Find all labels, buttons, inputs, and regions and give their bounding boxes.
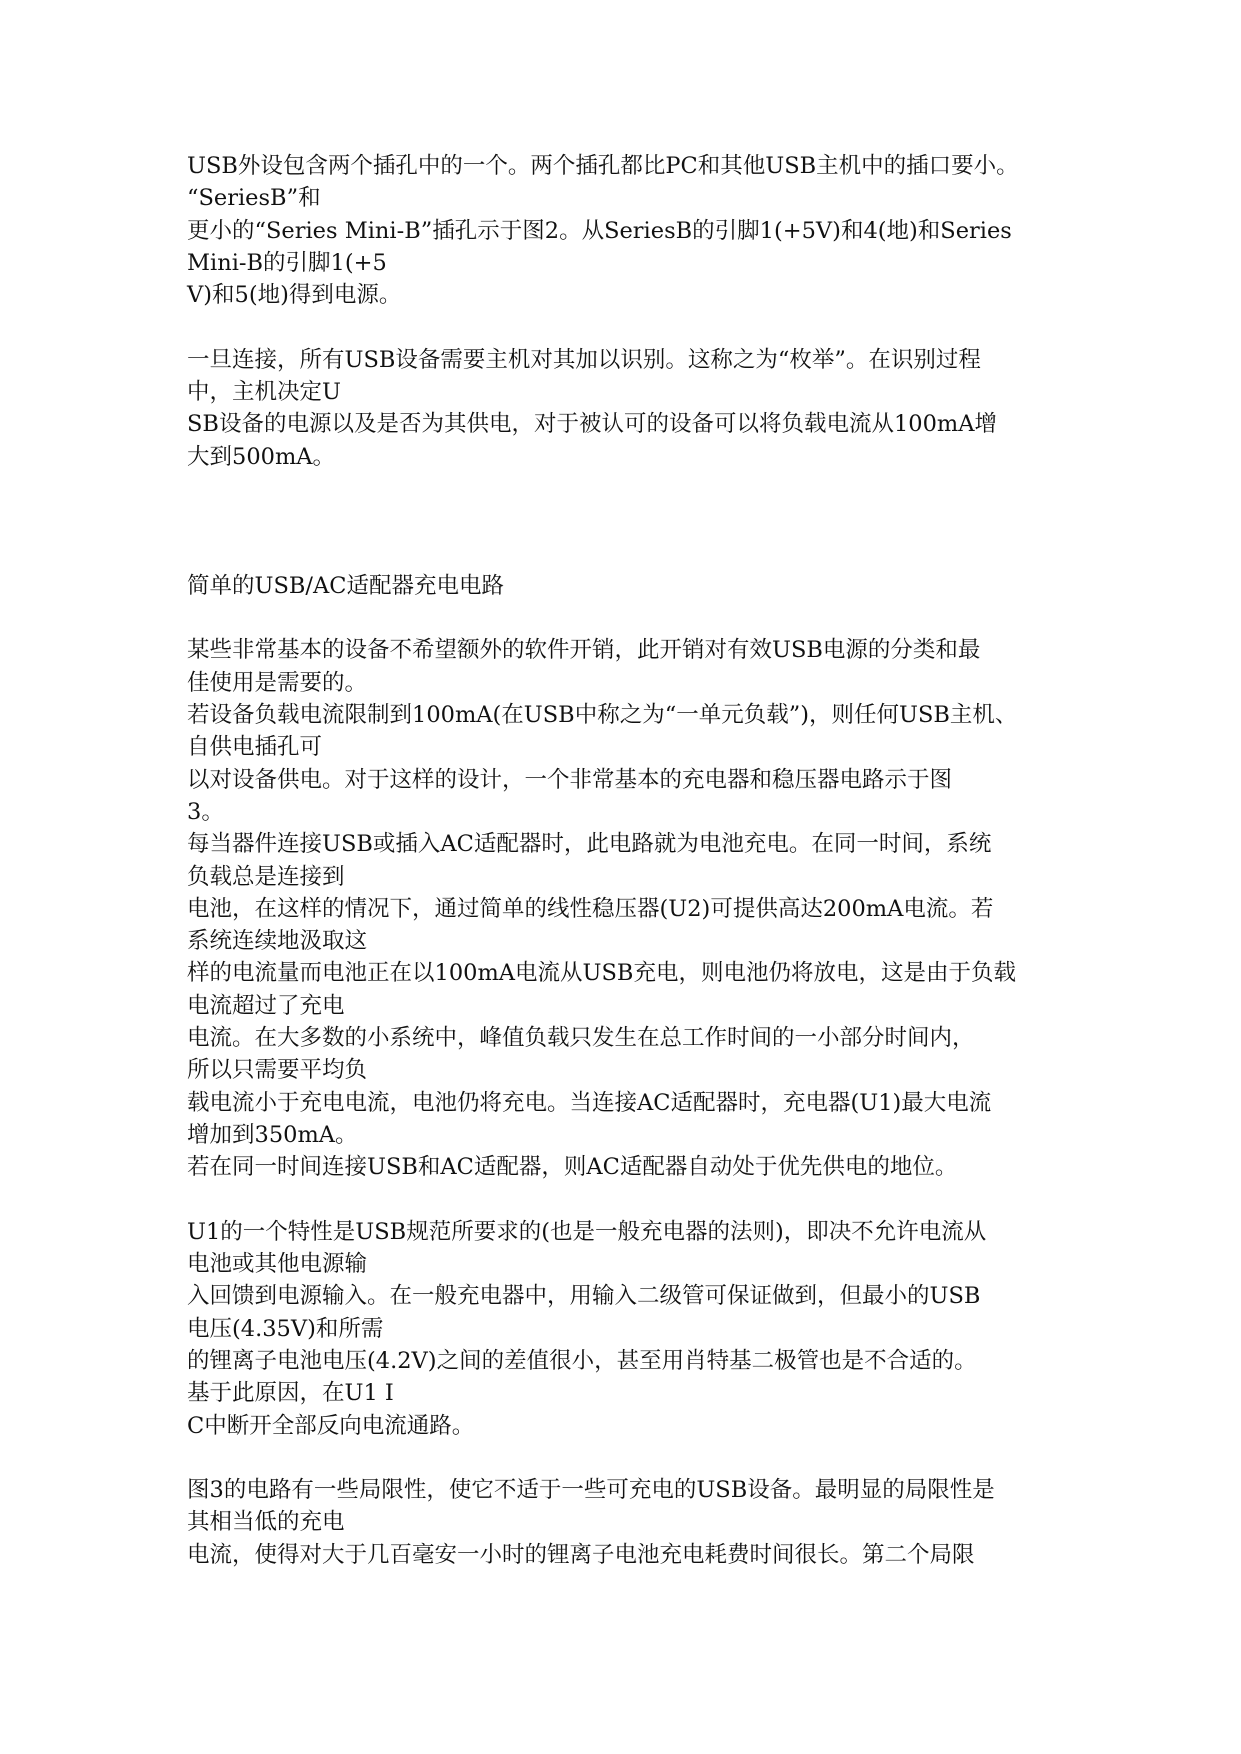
text-line: 自供电插孔可 xyxy=(187,734,323,761)
text-line: 3。 xyxy=(187,798,224,825)
paragraph-spacer xyxy=(187,311,1067,343)
text-line: 的锂离子电池电压(4.2V)之间的差值很小，甚至用肖特基二极管也是不合适的。 xyxy=(187,1347,977,1374)
text-line: Mini-B的引脚1(+5 xyxy=(187,249,387,276)
text-line: 载电流小于充电电流，电池仍将充电。当连接AC适配器时，充电器(U1)最大电流 xyxy=(187,1089,992,1116)
text-line: 入回馈到电源输入。在一般充电器中，用输入二级管可保证做到，但最小的USB xyxy=(187,1283,981,1310)
text-line: 电流，使得对大于几百毫安一小时的锂离子电池充电耗费时间很长。第二个局限 xyxy=(187,1541,975,1568)
text-line: 基于此原因，在U1 I xyxy=(187,1380,394,1407)
text-line: 大到500mA。 xyxy=(187,443,336,470)
text-line: 增加到350mA。 xyxy=(187,1121,358,1148)
text-line: SB设备的电源以及是否为其供电，对于被认可的设备可以将负载电流从100mA增 xyxy=(187,411,997,438)
text-line: 电压(4.35V)和所需 xyxy=(187,1315,384,1342)
text-line: 所以只需要平均负 xyxy=(187,1057,368,1084)
paragraph-usb-connectors xyxy=(187,150,1067,311)
text-line: 每当器件连接USB或插入AC适配器时，此电路就为电池充电。在同一时间，系统 xyxy=(187,831,992,858)
text-line: 佳使用是需要的。 xyxy=(187,669,368,696)
text-line: 若在同一时间连接USB和AC适配器，则AC适配器自动处于优先供电的地位。 xyxy=(187,1154,958,1181)
text-line: 一旦连接，所有USB设备需要主机对其加以识别。这称之为“枚举”。在识别过程 xyxy=(187,346,981,373)
paragraph-reverse-current xyxy=(187,1216,1067,1442)
text-line: USB外设包含两个插孔中的一个。两个插孔都比PC和其他USB主机中的插口要小。 xyxy=(187,153,1019,179)
paragraph-spacer xyxy=(187,1184,1067,1216)
text-line: 中，主机决定U xyxy=(187,379,341,406)
text-line: 若设备负载电流限制到100mA(在USB中称之为“一单元负载”)，则任何USB主机、 xyxy=(187,702,1018,729)
text-line: 以对设备供电。对于这样的设计，一个非常基本的充电器和稳压器电路示于图 xyxy=(187,766,953,793)
text-line: 样的电流量而电池正在以100mA电流从USB充电，则电池仍将放电，这是由于负载 xyxy=(187,960,1016,987)
text-line: 电池或其他电源输 xyxy=(187,1251,368,1278)
text-line: 更小的“Series Mini-B”插孔示于图2。从SeriesB的引脚1(+5V)和4(地)和Series xyxy=(187,217,1012,244)
paragraph-spacer xyxy=(187,1442,1067,1474)
text-line: 电池，在这样的情况下，通过简单的线性稳压器(U2)可提供高达200mA电流。若 xyxy=(187,895,994,922)
document-body xyxy=(187,150,1067,1571)
text-line: C中断开全部反向电流通路。 xyxy=(187,1412,475,1439)
paragraph-spacer xyxy=(187,602,1067,634)
paragraph-enumeration xyxy=(187,344,1067,473)
section-heading: 简单的USB/AC适配器充电电路 xyxy=(187,572,504,599)
text-line: 系统连续地汲取这 xyxy=(187,928,368,955)
text-line: “SeriesB”和 xyxy=(187,185,321,212)
section-spacer xyxy=(187,473,1067,570)
text-line: 电流超过了充电 xyxy=(187,992,345,1019)
text-line: 某些非常基本的设备不希望额外的软件开销，此开销对有效USB电源的分类和最 xyxy=(187,637,981,664)
text-line: 负载总是连接到 xyxy=(187,863,345,890)
text-line: V)和5(地)得到电源。 xyxy=(187,282,402,309)
text-line: 其相当低的充电 xyxy=(187,1509,345,1536)
text-line: 电流。在大多数的小系统中，峰值负载只发生在总工作时间的一小部分时间内， xyxy=(187,1025,975,1052)
text-line: 图3的电路有一些局限性，使它不适于一些可充电的USB设备。最明显的局限性是 xyxy=(187,1477,995,1504)
text-line: U1的一个特性是USB规范所要求的(也是一般充电器的法则)，即决不允许电流从 xyxy=(187,1218,987,1245)
paragraph-limitations xyxy=(187,1474,1067,1571)
paragraph-charger-circuit xyxy=(187,634,1067,1183)
